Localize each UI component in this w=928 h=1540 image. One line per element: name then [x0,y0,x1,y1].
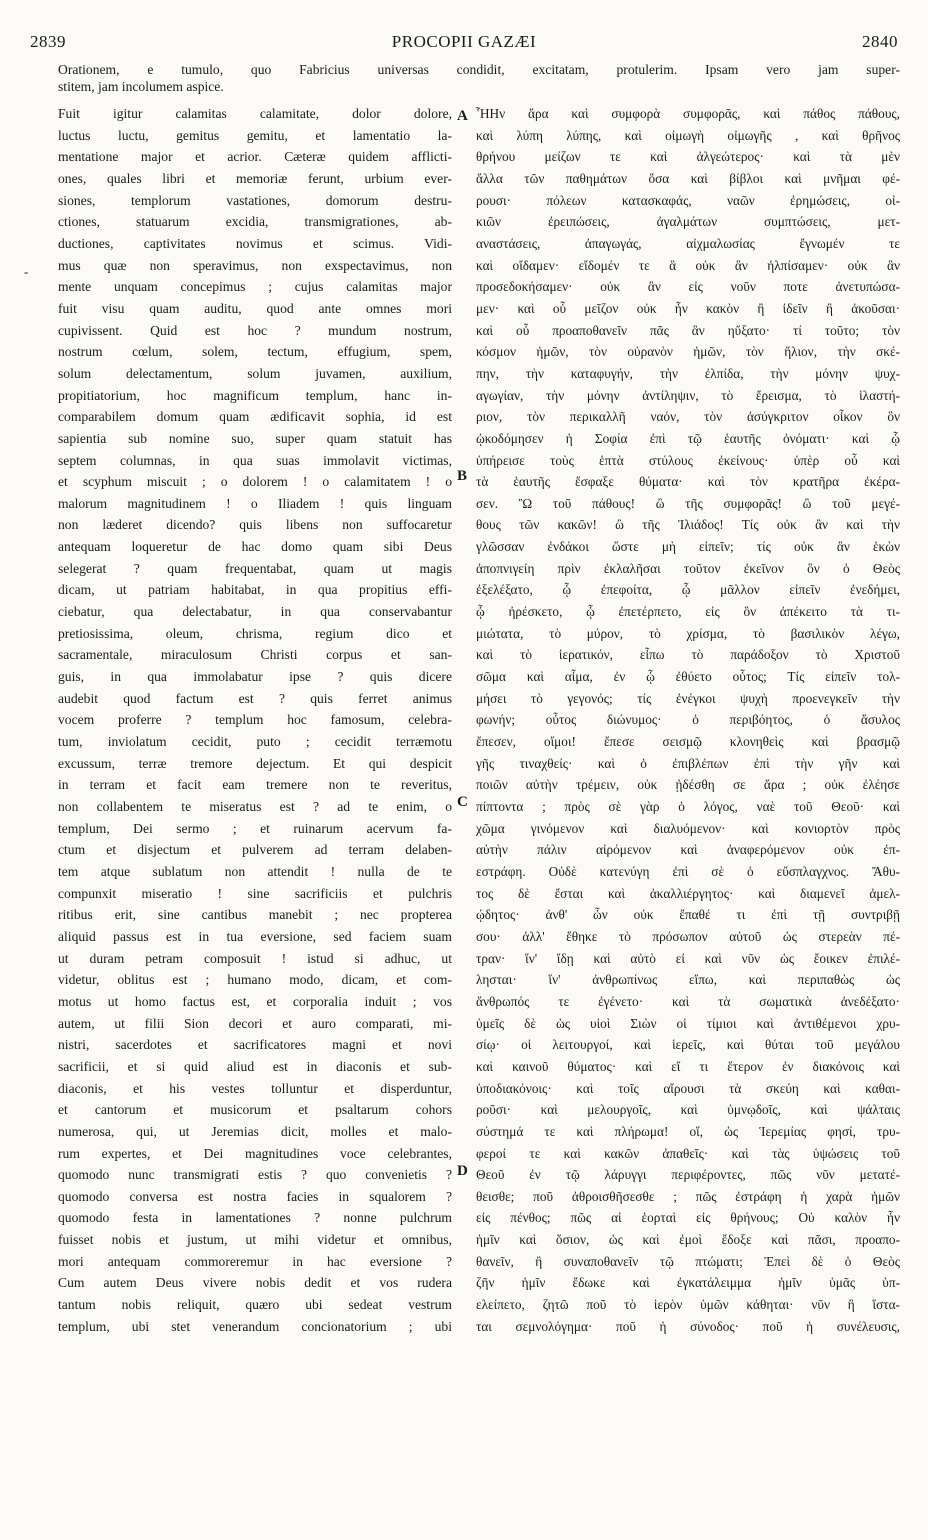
latin-text-line: fuisset nobis et justum, ut mihi videtur et omnibus, [58,1232,452,1248]
latin-text-line: ritibus erit, sine cantibus manebit ; nec propterea [58,907,452,923]
greek-text-line: γλῶσσαν ἐνδάκοι ὥστε μὴ εἰπεῖν; τίς οὐκ ἂν ἑκὼν [476,539,900,555]
greek-text-line: λησται· ἵν' ἀνθρωπίνως εἴπω, καὶ περιπαθὼς ὡς [476,972,900,988]
greek-text-line: τος δὲ ἔσται καὶ ἀκαλλιέργητος· καὶ διαμενεῖ ἀμελ- [476,885,900,901]
latin-text-line: nostrum cœlum, solem, tectum, effugium, spem, [58,344,452,360]
latin-text-line: siones, templorum vastationes, domorum destru- [58,192,452,208]
greek-text-line: αγωγίαν, τὴν μόνην ἀντίληψιν, τὸ ἔρεισμα, τὸ ἱλαστή- [476,387,900,403]
greek-text-line: καὶ καινοῦ θύματος· καὶ εἴ τι ἕτερον ἐν διακόνοις καὶ [476,1058,900,1074]
latin-text-line: compunxit miseratio ! sine sacrificiis et pulchris [58,885,452,901]
greek-text-line: μεν· καὶ οὗ μεῖζον οὐκ ἦν κακὸν ἢ ἰδεῖν ἢ ἀκοῦσαι· [476,300,900,316]
running-title: PROCOPII GAZÆI [391,32,537,51]
greek-text-line: ἄνθρωπός τε ἐγένετο· καὶ τὰ σωματικὰ ἀνεδέξατο· [476,993,900,1009]
greek-text-line: ροῦσι· καὶ μελουργοῖς, καὶ ὑμνῳδοῖς, καὶ ψάλταις [476,1102,900,1118]
latin-text-line: videtur, oblitus est ; humano modo, dicam, et com- [58,972,452,988]
greek-text-line: εἰς πένθος; πῶς αἱ ἑορταὶ εἰς θρήνους; Οὐ καλὸν ἦν [476,1210,900,1226]
greek-text-line: ὑποδιακόνοις· καὶ τοῖς αἴρουσι τὰ σκεύη καὶ καθαι- [476,1080,900,1096]
latin-text-line: sacrificii, et si quid aliud est in diaconis et sub- [58,1058,452,1074]
greek-text-line: αναστάσεις, ἀπαγωγάς, αἰχμαλωσίας ἔγνωμέν τε [476,235,900,251]
intro-line: stitem, jam incolumem aspice. [58,78,224,94]
running-header [30,32,898,54]
greek-text-line: ρουσι· πόλεων κατασκαφάς, ναῶν ἐρημώσεις, οἰ- [476,192,900,208]
greek-text-line: θρήνου μείζων τε καὶ ἀλγεώτερος· καὶ τὰ μὲν [476,149,900,165]
greek-text-line: μήσει τὸ γεγονός; τίς ἐνέγκοι ψυχὴ προενεγκεῖν τὴν [476,690,900,706]
greek-text-line: ἀποπνιγείη πρὶν ἐκλαλῆσαι τοῦτον ἐκεῖνον ὃν ὁ Θεὸς [476,560,900,576]
greek-text-line: ἯΗν ἄρα καὶ συμφορὰ συμφορᾶς, καὶ πάθος πάθους, [476,106,900,121]
latin-text-line: quomodo nunc transmigrati estis ? quo convenietis ? [58,1167,452,1183]
latin-text-line: ones, quales libri et memoriæ ferunt, urbium ever- [58,170,452,186]
latin-text-line: ciebatur, qua delectabatur, in qua conservabantur [58,604,452,620]
greek-text-line: ᾧ ἠρέσκετο, ᾧ ἐπετέρπετο, εἰς ὃν ἀπέκειτο τὰ τι- [476,604,900,620]
latin-text-line: templum, Dei sermo ; et ruinarum acervum fa- [58,820,452,836]
greek-text-line: πην, τὴν καταφυγήν, τὴν ἐλπίδα, τὴν μόνην ψυχ- [476,365,900,381]
latin-text-line: septem columnas, in qua suas immolavit victimas, [58,452,452,468]
latin-text-line: tantum nobis reliquit, quæro ubi sedeat vestrum [58,1297,452,1313]
margin-dash: - [24,264,29,279]
latin-text-line: pretiosissima, oleum, chrisma, regium dico et [58,625,452,641]
greek-text-line: σύστημά τε καὶ πλήρωμα! οἵ, ὡς Ἱερεμίας φησί, τρυ- [476,1123,900,1139]
latin-text-line: mus quæ non speravimus, non exspectavimus, non [58,257,452,273]
greek-text-line: κόσμον ἡμῶν, τὸν οὐρανὸν ἡμῶν, τὸν ἥλιον, τὴν σκέ- [476,344,900,360]
greek-text-line: σεν. Ὢ τοῦ πάθους! ὢ τῆς συμφορᾶς! ὢ τοῦ μεγέ- [476,495,900,511]
greek-text-line: ποιῶν αὐτὴν τρέμειν, οὐκ ᾐδέσθη σε ἄρα ; οὐκ ἐλέησε [476,777,900,793]
greek-text-line: γῆς τιναχθείς· καὶ ὁ ἐπιβλέπων ἐπὶ τὴν γῆν καὶ [476,755,900,771]
latin-text-line: cupivissent. Quid est hoc ? mundum nostrum, [58,322,452,338]
latin-text-line: Cum autem Deus vivere nobis dedit et vos rudera [58,1275,452,1291]
greek-text-line: ται σεμνολόγημα· ποῦ ἡ σύνοδος· ποῦ ἡ συνέλευσις, [476,1318,900,1334]
latin-text-line: selegerat ? quam frequentabat, quam ut magis [58,560,452,576]
greek-text-line: καὶ οἴδαμεν· εἴδομέν τε ἃ οὐκ ἂν ἠλπίσαμεν· οὐκ ἂν [476,257,900,273]
greek-text-line: ῴδητος· ἀνθ' ὧν οὐκ ἔπαθέ τι ἐπὶ τῇ συντριβῇ [476,907,900,923]
intro-line: Orationem, e tumulo, quo Fabricius universas condidit, excitatam, protulerim. Ipsam vero jam super- [58,62,900,77]
greek-text-line: ζῆν ἡμῖν ἔδωκε καὶ ἐγκατάλειμμα ἡμῖν ὑμᾶς ὑπ- [476,1275,900,1291]
greek-text-line: καὶ οὗ προαποθανεῖν πᾶς ἂν ηὔξατο· τί τοῦτο; τὸν [476,322,900,338]
latin-text-line: ctum et disjectum et pulverem ad terram delaben- [58,842,452,858]
latin-text-line: malorum magnitudinem ! o Iliadem ! quis linguam [58,495,452,511]
greek-text-line: κιῶν ἐρειπώσεις, ἀγαλμάτων συμπτώσεις, μετ- [476,214,900,230]
greek-text-line: θανεῖν, ἢ συναποθανεῖν τῷ πτώματι; Ἐπεὶ δὲ ὁ Θεὸς [476,1253,900,1269]
latin-text-line: ductiones, captivitates novimus et scimus. Vidi- [58,235,452,251]
section-marker-d: D [457,1163,468,1179]
latin-text-line: templum, ubi stet venerandum concionatorium ; ubi [58,1318,452,1334]
latin-text-line: nistri, sacerdotes et sacrificatores magni et novi [58,1037,452,1053]
greek-text-line: σῶμα καὶ αἷμα, ἐν ᾧ ἐθύετο οὗτος; Τίς εἰπεῖν τολ- [476,669,900,685]
latin-column [58,103,452,1337]
latin-text-line: solum delectamentum, solum juvamen, auxilium, [58,365,452,381]
greek-text-line: μιώτατα, τὸ μύρον, τὸ χρίσμα, τὸ βασιλικὸν λέγω, [476,625,900,641]
latin-text-line: luctus luctu, gemitus gemitu, et lamentatio la- [58,127,452,143]
latin-text-line: aliquid passus est in tua eversione, sed faciem suam [58,928,452,944]
greek-text-line: Θεοῦ ἐν τῷ λάρυγγι περιφέροντες, πῶς νῦν μετατέ- [476,1167,900,1183]
latin-text-line: sacramentale, miraculosum Christi corpus et san- [58,647,452,663]
latin-text-line: mentatione major et acrior. Cæteræ quidem afflicti- [58,149,452,165]
latin-text-line: sapientia sub nomine suo, super quam statuit has [58,430,452,446]
latin-text-line: Fuit igitur calamitas calamitate, dolor dolore, [58,106,452,121]
latin-text-line: excussum, terræ tremore dejectum. Et qui despicit [58,755,452,771]
greek-text-line: ἡμῖν καὶ ὅσιον, ὡς καὶ ἐμοὶ ἔδοξε καὶ πᾶσι, προαπο- [476,1232,900,1248]
greek-text-line: αὐτὴν πάλιν αἰρόμενον καὶ ἀναφερόμενον οὐκ ἐπ- [476,842,900,858]
latin-text-line: et cantorum et musicorum et psaltarum cohors [58,1102,452,1118]
greek-column [476,103,900,1337]
greek-text-line: χῶμα γινόμενον καὶ διαλυόμενον· καὶ κονιορτὸν πρὸς [476,820,900,836]
latin-text-line: audebit quod factum est ? quis ferret animus [58,690,452,706]
latin-text-line: non collabentem te miseratus est ? ad te enim, o [58,799,452,814]
latin-text-line: ut duram petram composuit ! istud si adhuc, ut [58,950,452,966]
latin-text-line: guis, in qua immolabatur ipse ? quis dicere [58,669,452,685]
greek-text-line: ὑμεῖς δὲ ὡς υἱοὶ Σιὼν οἱ τίμιοι καὶ ἀντιθέμενοι χρυ- [476,1015,900,1031]
greek-text-line: ριον, τὸν περικαλλῆ ναόν, τὸν ἀσύγκριτον οἶκον ὃν [476,409,900,425]
latin-text-line: comparabilem domum quam ædificavit sophia, id est [58,409,452,425]
greek-text-line: φωνήν; οὗτος διώνυμος· ὁ περιβόητος, ὁ ἄσυλος [476,712,900,728]
greek-text-line: καὶ τὸ ἱερατικόν, εἶπω τὸ παράδοξον τὸ Χριστοῦ [476,647,900,663]
latin-text-line: in terram et facit eam tremere non te reveritus, [58,777,452,793]
greek-text-line: ἄλλα τῶν παθημάτων ὅσα καὶ βίβλοι καὶ μνῆμαι φέ- [476,170,900,186]
latin-text-line: tum, inviolatum cecidit, puto ; cecidit terræmotu [58,734,452,750]
latin-text-line: mori antequam commoreremur in hac eversione ? [58,1253,452,1269]
greek-text-line: φεροί τε καὶ κακῶν ἀπαθεῖς· καὶ τὰς ὑψώσεις τοῦ [476,1145,900,1161]
greek-text-line: θεισθε; ποῦ ἀθροισθῆσεσθε ; πῶς ἐστράφη ἡ χαρὰ ἡμῶν [476,1188,900,1204]
left-page-number: 2839 [30,32,66,51]
latin-text-line: quomodo festa in lamentationes ? nonne pulchrum [58,1210,452,1226]
latin-text-line: fuit visu quam auditu, quod ante omnes mori [58,300,452,316]
greek-text-line: ᾠκοδόμησεν ἡ Σοφία ἐπὶ τῷ ἑαυτῆς ὀνόματι· καὶ ᾧ [476,430,900,446]
section-marker-a: A [457,108,468,124]
latin-text-line: et scyphum miscuit ; o dolorem ! o calamitatem ! o [58,474,452,490]
section-marker-c: C [457,794,468,810]
greek-text-line: τὰ ἑαυτῆς ἔσφαξε θύματα· καὶ τὸν κρατῆρα ἐκέρα- [476,474,900,490]
latin-text-line: vocem proferre ? templum hoc famosum, celebra- [58,712,452,728]
intro-paragraph [58,62,900,95]
greek-text-line: τραν· ἵν' ἴδῃ καὶ αὐτὸ εἰ καὶ νῦν ὡς ἔοικεν ἐπιλέ- [476,950,900,966]
latin-text-line: ctiones, statuarum excidia, transmigrationes, ab- [58,214,452,230]
latin-text-line: autem, ut filii Sion decori et auro comparati, mi- [58,1015,452,1031]
greek-text-line: πίπτοντα ; πρὸς σὲ γὰρ ὁ λόγος, ναὲ τοῦ Θεοῦ· καὶ [476,799,900,814]
greek-text-line: ἔπεσεν, οἴμοι! ἔπεσε σεισμῷ κλονηθεὶς καὶ βρασμῷ [476,734,900,750]
greek-text-line: σου· ἀλλ' ἔθηκε τὸ πρόσωπον αὐτοῦ ὡς στερεὰν πέ- [476,928,900,944]
greek-text-line: καὶ λύπη λύπης, καὶ οἰμωγὴ οἰμωγῆς , καὶ θρῆνος [476,127,900,143]
latin-text-line: antequam loqueretur de hac domo quam sibi Deus [58,539,452,555]
latin-text-line: tem atque sublatum non attendit ! nulla de te [58,863,452,879]
greek-text-line: σίῳ· οἱ λειτουργοί, καὶ ἱερεῖς, καὶ θύται τοῦ μεγάλου [476,1037,900,1053]
latin-text-line: propitiatorium, hoc magnificum templum, hanc in- [58,387,452,403]
section-marker-b: B [457,468,468,484]
greek-text-line: ελείπετο, ζητῶ ποῦ τὸ ἱερὸν ὑμῶν κάθηται· νῦν ἢ ἵστα- [476,1297,900,1313]
latin-text-line: mente unquam concepimus ; cujus calamitas major [58,279,452,295]
latin-text-line: dicam, ut patriam habitabat, in qua propitius effi- [58,582,452,598]
latin-text-line: diaconis, et his vestes tolluntur et disperduntur, [58,1080,452,1096]
greek-text-line: ὑπήρεισε τοὺς ἑπτὰ στύλους ἐκείνους· ὑπὲρ οὗ καὶ [476,452,900,468]
greek-text-line: εστράφη. Οὐδὲ κατενύγη ἐπὶ σὲ ὁ εὔσπλαγχνος. Ἄθυ- [476,863,900,879]
greek-text-line: προσεδοκήσαμεν· οὐκ ἂν εἰς νοῦν ποτε ἀνετυπώσα- [476,279,900,295]
latin-text-line: quomodo conversa est nostra facies in squalorem ? [58,1188,452,1204]
latin-text-line: non læderet dicendo? quis libens non suffocaretur [58,517,452,533]
greek-text-line: ἐξελέξατο, ᾧ ἐπεφοίτα, ᾧ μᾶλλον εἰπεῖν ἐνεδήμει, [476,582,900,598]
right-page-number: 2840 [862,32,898,51]
latin-text-line: rum expertes, et Dei magnitudines voce celebrantes, [58,1145,452,1161]
latin-text-line: numerosa, qui, ut Jeremias dicit, molles et malo- [58,1123,452,1139]
greek-text-line: θους τῶν κακῶν! ὢ τῆς Ἰλιάδος! Τίς οὐκ ἂν καὶ τὴν [476,517,900,533]
latin-text-line: motus ut homo factus est, et corporalia induit ; vos [58,993,452,1009]
